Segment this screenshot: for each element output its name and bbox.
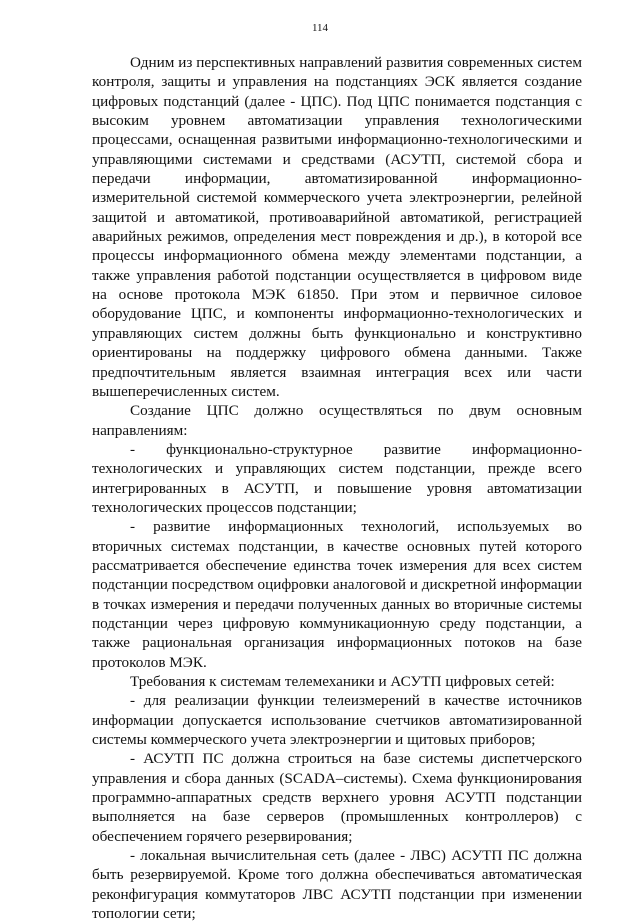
document-body xyxy=(92,53,582,923)
list-item-scada-system: - АСУТП ПС должна строиться на базе системы диспетчерского управления и сбора данных (SCADA–системы). Схема функционирования программно-аппаратных средств верхнего уровня АСУТП подстанции выполняется на базе серверов (промышленных контроллеров) с обеспечением горячего резервирования; xyxy=(92,750,582,845)
paragraph-two-directions: Создание ЦПС должно осуществляться по двум основным направлениям: xyxy=(92,402,582,439)
paragraph-telemechanics-requirements: Требования к системам телемеханики и АСУТП цифровых сетей: xyxy=(130,673,555,690)
page-number: 114 xyxy=(311,22,329,34)
list-item-lan-redundancy: - локальная вычислительная сеть (далее - ЛВС) АСУТП ПС должна быть резервируемой. Кроме того должна обеспечиваться автоматическая реконфигурация коммутаторов ЛВС АСУТП подстанции при изменении топологии сети; xyxy=(92,847,582,923)
list-item-telemetry-sources: - для реализации функции телеизмерений в качестве источников информации допускается использование счетчиков автоматизированной системы коммерческого учета электроэнергии и щитовых приборов; xyxy=(92,692,582,749)
list-item-information-technologies: - развитие информационных технологий, используемых во вторичных системах подстанции, в качестве основных путей которого рассматривается обеспечение единства точек измерения для всех систем подстанции посредством оцифровки аналоговой и дискретной информации в точках измерения и передачи полученных данных во вторичные системы подстанции через цифровую коммуникационную среду подстанции, а также рациональная организация информационных потоков на базе протоколов МЭК. xyxy=(92,518,582,671)
paragraph-digital-substations-intro: Одним из перспективных направлений развития современных систем контроля, защиты и управления на подстанциях ЭСК является создание цифровых подстанций (далее - ЦПС). Под ЦПС понимается подстанция с высоким уровнем автоматизации управления технологическими процессами, оснащенная развитыми информационно-технологическими и управляющими системами и средствами (АСУТП, системой сбора и передачи информации, автоматизированной информационно-измерительной системой коммерческого учета электроэнергии, релейной защитой и автоматикой, противоаварийной автоматикой, регистрацией аварийных режимов, определения мест повреждения и др.), в которой все процессы информационного обмена между элементами подстанции, а также управления работой подстанции осуществляется в цифровом виде на основе протокола МЭК 61850. При этом и первичное силовое оборудование ЦПС, и компоненты информационно-технологических и управляющих систем должны быть функционально и конструктивно ориентированы на поддержку цифрового обмена данными. Также предпочтительным является взаимная интеграция всех или части вышеперечисленных систем. xyxy=(92,54,582,400)
list-item-functional-development: - функционально-структурное развитие информационно-технологических и управляющих систем подстанции, прежде всего интегрированных в АСУТП, и повышение уровня автоматизации технологических процессов подстанции; xyxy=(92,440,582,516)
